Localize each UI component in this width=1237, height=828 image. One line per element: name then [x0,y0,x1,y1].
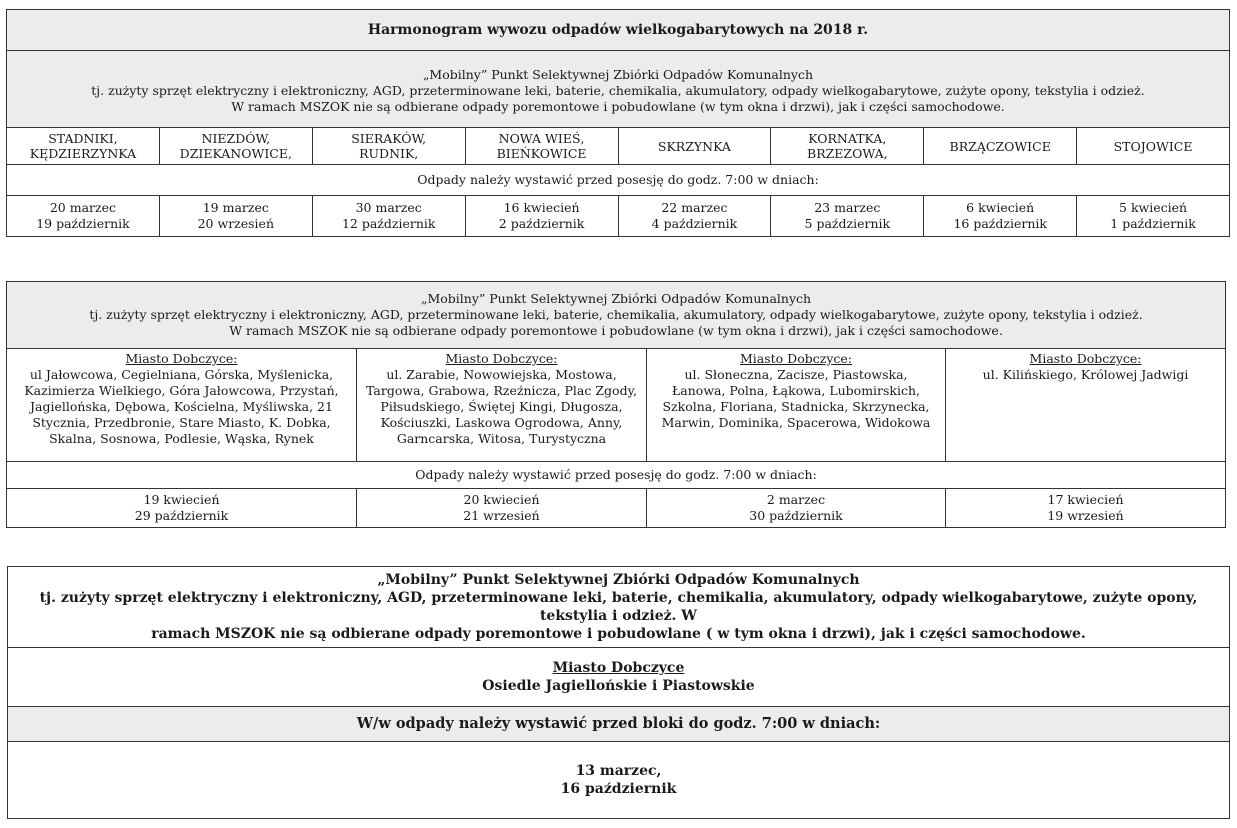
pickup-note: Odpady należy wystawić przed posesję do godz. 7:00 w dniach: [7,462,1226,489]
date-cell: 22 marzec 4 październik [618,196,771,237]
mszok-accepted-items: tj. zużyty sprzęt elektryczny i elektroniczny, AGD, przeterminowane leki, baterie, chemikalia, akumulatory, odpady wielkogabarytowe, zużyte opony, tekstylia i odzież. [91,83,1145,98]
mszok-heading: „Mobilny” Punkt Selektywnej Zbiórki Odpadów Komunalnych [420,291,812,306]
date-cell: 6 kwiecień 16 październik [924,196,1077,237]
area-label: Osiedle Jagiellońskie i Piastowskie [482,678,755,694]
pickup-note: W/w odpady należy wystawić przed bloki do godz. 7:00 w dniach: [8,707,1230,742]
date-cell: 20 marzec 19 październik [7,196,160,237]
date-cell: 19 kwiecień 29 październik [7,489,357,528]
mszok-excluded-items: W ramach MSZOK nie są odbierane odpady poremontowe i pobudowlane (w tym okna i drzwi), jak i części samochodowe. [231,99,1005,114]
streets-cell: Miasto Dobczyce: ul Jałowcowa, Cegielniana, Górska, Myślenicka, Kazimierza Wielkiego, Góra Jałowcowa, Przystań, Jagiellońska, Dębowa, Kościelna, Myśliwska, 21 Stycznia, Przedbronie, Stare Miasto, K. Dobka, Skalna, Sosnowa, Podlesie, Wąska, Rynek [7,349,357,462]
pickup-note: Odpady należy wystawić przed posesję do godz. 7:00 w dniach: [7,165,1230,196]
streets-cell: Miasto Dobczyce: ul. Zarabie, Nowowiejska, Mostowa, Targowa, Grabowa, Rzeźnicza, Plac Zgody, Piłsudskiego, Świętej Kingi, Długosza, Kościuszki, Laskowa Ogrodowa, Anny, Garncarska, Witosa, Turystyczna [357,349,647,462]
town-cell: STADNIKI, KĘDZIERZYNKA [7,128,160,165]
town-cell: KORNATKA, BRZEZOWA, [771,128,924,165]
streets-cell: Miasto Dobczyce: ul. Kilińskiego, Królowej Jadwigi [946,349,1226,462]
date-cell: 19 marzec 20 wrzesień [159,196,312,237]
date-cell: 16 kwiecień 2 październik [465,196,618,237]
date-cell: 30 marzec 12 październik [312,196,465,237]
mszok-accepted-items: tj. zużyty sprzęt elektryczny i elektroniczny, AGD, przeterminowane leki, baterie, chemikalia, akumulatory, odpady wielkogabarytowe, zużyte opony, tekstylia i odzież. W [39,590,1198,624]
town-cell: SIERAKÓW, RUDNIK, [312,128,465,165]
mszok-excluded-items: ramach MSZOK nie są odbierane odpady poremontowe i pobudowlane ( w tym okna i drzwi), jak i części samochodowe. [151,626,1086,642]
town-cell: STOJOWICE [1077,128,1230,165]
area-cell [8,648,1230,707]
mszok-accepted-items: tj. zużyty sprzęt elektryczny i elektroniczny, AGD, przeterminowane leki, baterie, chemikalia, akumulatory, odpady wielkogabarytowe, zużyte opony, tekstylia i odzież. [89,307,1143,322]
schedule-table-city-streets [6,281,1226,528]
town-cell: NOWA WIEŚ, BIEŃKOWICE [465,128,618,165]
mszok-info [7,51,1230,128]
town-cell: SKRZYNKA [618,128,771,165]
mszok-info [8,567,1230,648]
town-cell: NIEZDÓW, DZIEKANOWICE, [159,128,312,165]
page-title: Harmonogram wywozu odpadów wielkogabarytowych na 2018 r. [7,10,1230,51]
date-cell: 2 marzec 30 październik [647,489,946,528]
date-cell: 13 marzec, 16 październik [8,742,1230,819]
mszok-info [7,282,1226,349]
schedule-table-villages [6,9,1230,237]
date-cell: 23 marzec 5 październik [771,196,924,237]
date-cell: 5 kwiecień 1 październik [1077,196,1230,237]
city-label: Miasto Dobczyce [552,660,685,676]
date-cell: 20 kwiecień 21 wrzesień [357,489,647,528]
streets-cell: Miasto Dobczyce: ul. Słoneczna, Zacisze, Piastowska, Łanowa, Polna, Łąkowa, Lubomirskich, Szkolna, Floriana, Stadnicka, Skrzynecka, Marwin, Dominika, Spacerowa, Widokowa [647,349,946,462]
schedule-table-housing-estates [7,566,1230,819]
mszok-excluded-items: W ramach MSZOK nie są odbierane odpady poremontowe i pobudowlane (w tym okna i drzwi), jak i części samochodowe. [229,323,1003,338]
mszok-heading: „Mobilny” Punkt Selektywnej Zbiórki Odpadów Komunalnych [377,572,860,588]
town-cell: BRZĄCZOWICE [924,128,1077,165]
mszok-heading: „Mobilny” Punkt Selektywnej Zbiórki Odpadów Komunalnych [422,67,814,82]
date-cell: 17 kwiecień 19 wrzesień [946,489,1226,528]
